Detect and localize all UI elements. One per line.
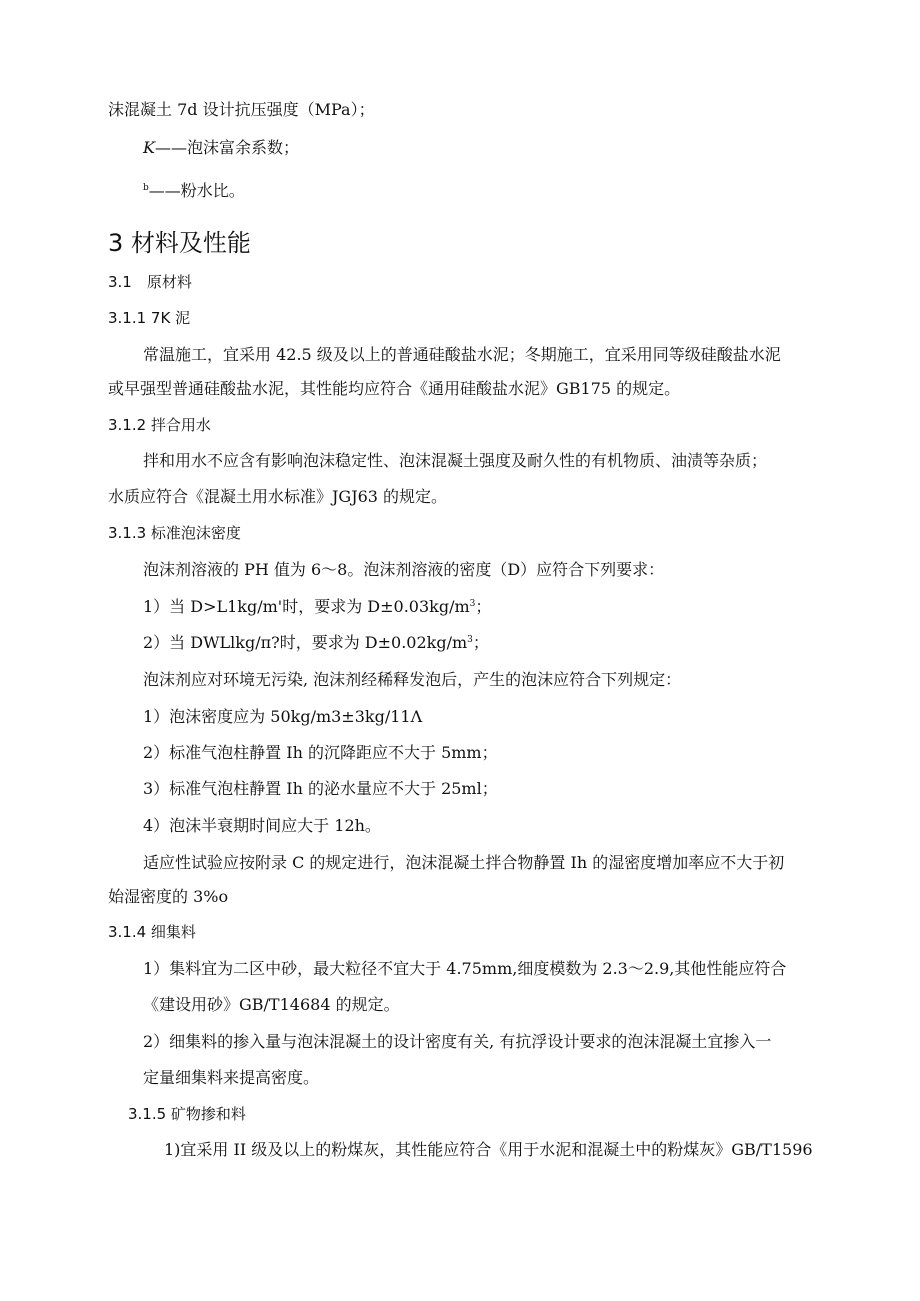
formula-definition-line: 沫混凝土 7d 设计抗压强度（MPa）； <box>108 100 375 119</box>
chapter-heading: 3 材料及性能 <box>108 229 251 257</box>
density-rule-1-end: ； <box>475 597 492 616</box>
paragraph-foam-rules: 泡沫剂应对环境无污染, 泡沫剂经稀释发泡后，产生的泡沫应符合下列规定： <box>143 670 682 689</box>
paragraph-adaptability-2: 始湿密度的 3%o <box>108 887 229 906</box>
aggregate-rule-2a: 2）细集料的掺入量与泡沫混凝土的设计密度有关, 有抗浮设计要求的泡沫混凝土宜掺入一 <box>143 1032 772 1051</box>
density-rule-1 <box>143 596 491 618</box>
symbol-k-text: ——泡沫富余系数； <box>154 138 299 157</box>
symbol-k: K <box>143 138 155 157</box>
foam-rule-1: 1）泡沫密度应为 50kg/m3±3kg/11Λ <box>143 707 423 726</box>
section-heading-3-1-1: 3.1.1 7K 泥 <box>108 309 191 327</box>
symbol-b-definition <box>143 180 245 202</box>
foam-rule-2: 2）标准气泡柱静置 Ih 的沉降距应不大于 5mm； <box>143 743 498 762</box>
density-rule-1-sup: 3 <box>469 599 476 609</box>
foam-rule-4: 4）泡沫半衰期时间应大于 12h。 <box>143 816 381 835</box>
density-rule-2-sup: 3 <box>467 635 473 645</box>
paragraph-cement-1: 常温施工，宜采用 42.5 级及以上的普通硅酸盐水泥；冬期施工，宜采用同等级硅酸盐水泥 <box>143 345 781 364</box>
density-rule-2 <box>143 632 489 654</box>
paragraph-water-1: 拌和用水不应含有影响泡沫稳定性、泡沫混凝土强度及耐久性的有机物质、油渍等杂质； <box>143 451 768 470</box>
section-heading-3-1: 3.1 原材料 <box>108 273 192 291</box>
aggregate-rule-1b: 《建设用砂》GB/T14684 的规定。 <box>143 995 400 1014</box>
symbol-k-definition <box>143 137 299 159</box>
aggregate-rule-1a: 1）集料宜为二区中砂，最大粒径不宜大于 4.75mm,细度模数为 2.3～2.9,其他性能应符合 <box>143 959 787 978</box>
paragraph-cement-2: 或早强型普通硅酸盐水泥，其性能均应符合《通用硅酸盐水泥》GB175 的规定。 <box>108 379 681 398</box>
density-rule-2-end: ； <box>472 633 489 652</box>
density-rule-2-text: 2）当 DWLlkg/π?时，要求为 D±0.02kg/m <box>143 633 468 652</box>
section-heading-3-1-5: 3.1.5 矿物掺和料 <box>128 1105 246 1123</box>
paragraph-foam-ph: 泡沫剂溶液的 PH 值为 6～8。泡沫剂溶液的密度（D）应符合下列要求： <box>143 560 665 579</box>
density-rule-1-text: 1）当 D>L1kg/m'时，要求为 D±0.03kg/m <box>143 597 470 616</box>
mineral-rule-1: 1)宜采用 II 级及以上的粉煤灰，其性能应符合《用于水泥和混凝土中的粉煤灰》GB/T1596 <box>164 1140 813 1159</box>
foam-rule-3: 3）标准气泡柱静置 Ih 的泌水量应不大于 25ml； <box>143 779 498 798</box>
section-heading-3-1-2: 3.1.2 拌合用水 <box>108 416 211 434</box>
symbol-b: b <box>143 183 149 193</box>
section-heading-3-1-4: 3.1.4 细集料 <box>108 923 196 941</box>
symbol-b-text: ——粉水比。 <box>148 181 245 200</box>
paragraph-adaptability-1: 适应性试验应按附录 C 的规定进行，泡沫混凝土拌合物静置 Ih 的湿密度增加率应不大于初 <box>143 853 785 872</box>
aggregate-rule-2b: 定量细集料来提高密度。 <box>143 1068 320 1087</box>
paragraph-water-2: 水质应符合《混凝土用水标准》JGJ63 的规定。 <box>108 487 448 506</box>
section-heading-3-1-3: 3.1.3 标准泡沫密度 <box>108 524 241 542</box>
